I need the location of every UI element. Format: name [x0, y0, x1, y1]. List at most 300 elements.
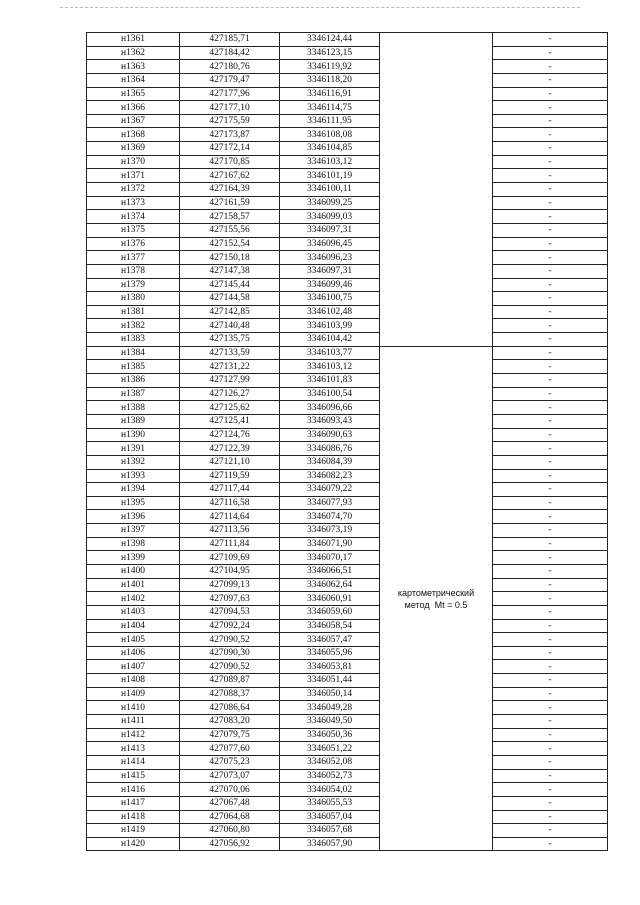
- description-cell: -: [493, 483, 608, 497]
- table-row: [87, 401, 608, 415]
- point-number-cell: н1372: [87, 183, 180, 197]
- x-coordinate-cell: 427090,52: [180, 633, 280, 647]
- x-coordinate-cell: 427150,18: [180, 251, 280, 265]
- y-coordinate-cell: 3346103,77: [280, 346, 380, 360]
- x-coordinate-cell: 427135,75: [180, 333, 280, 347]
- description-cell: -: [493, 128, 608, 142]
- description-cell: -: [493, 387, 608, 401]
- description-cell: -: [493, 346, 608, 360]
- description-cell: -: [493, 60, 608, 74]
- x-coordinate-cell: 427125,41: [180, 414, 280, 428]
- table-row: [87, 128, 608, 142]
- description-cell: -: [493, 755, 608, 769]
- table-row: [87, 551, 608, 565]
- table-row: [87, 496, 608, 510]
- y-coordinate-cell: 3346100,54: [280, 387, 380, 401]
- y-coordinate-cell: 3346050,14: [280, 687, 380, 701]
- table-row: [87, 755, 608, 769]
- coordinates-table: [86, 32, 608, 851]
- description-cell: -: [493, 578, 608, 592]
- x-coordinate-cell: 427164,39: [180, 183, 280, 197]
- table-row: [87, 715, 608, 729]
- table-row: [87, 469, 608, 483]
- table-row: [87, 114, 608, 128]
- point-number-cell: н1393: [87, 469, 180, 483]
- table-row: [87, 742, 608, 756]
- method-name-text: картометрический: [397, 587, 475, 598]
- y-coordinate-cell: 3346111,95: [280, 114, 380, 128]
- table-row: [87, 783, 608, 797]
- x-coordinate-cell: 427167,62: [180, 169, 280, 183]
- y-coordinate-cell: 3346100,75: [280, 292, 380, 306]
- x-coordinate-cell: 427131,22: [180, 360, 280, 374]
- x-coordinate-cell: 427147,38: [180, 264, 280, 278]
- x-coordinate-cell: 427083,20: [180, 715, 280, 729]
- x-coordinate-cell: 427067,48: [180, 796, 280, 810]
- description-cell: -: [493, 469, 608, 483]
- y-coordinate-cell: 3346052,73: [280, 769, 380, 783]
- x-coordinate-cell: 427124,76: [180, 428, 280, 442]
- y-coordinate-cell: 3346096,45: [280, 237, 380, 251]
- description-cell: -: [493, 87, 608, 101]
- table-row: [87, 510, 608, 524]
- y-coordinate-cell: 3346090,63: [280, 428, 380, 442]
- description-cell: -: [493, 292, 608, 306]
- description-cell: -: [493, 605, 608, 619]
- description-cell: -: [493, 169, 608, 183]
- x-coordinate-cell: 427179,47: [180, 73, 280, 87]
- table-row: [87, 728, 608, 742]
- point-number-cell: н1410: [87, 701, 180, 715]
- description-cell: -: [493, 674, 608, 688]
- description-cell: -: [493, 73, 608, 87]
- point-number-cell: н1364: [87, 73, 180, 87]
- table-row: [87, 46, 608, 60]
- x-coordinate-cell: 427119,59: [180, 469, 280, 483]
- x-coordinate-cell: 427125,62: [180, 401, 280, 415]
- x-coordinate-cell: 427180,76: [180, 60, 280, 74]
- description-cell: -: [493, 796, 608, 810]
- point-number-cell: н1415: [87, 769, 180, 783]
- x-coordinate-cell: 427155,56: [180, 223, 280, 237]
- table-row: [87, 796, 608, 810]
- x-coordinate-cell: 427089,87: [180, 674, 280, 688]
- table-row: [87, 264, 608, 278]
- table-row: [87, 142, 608, 156]
- y-coordinate-cell: 3346096,23: [280, 251, 380, 265]
- x-coordinate-cell: 427184,42: [180, 46, 280, 60]
- y-coordinate-cell: 3346053,81: [280, 660, 380, 674]
- point-number-cell: н1414: [87, 755, 180, 769]
- y-coordinate-cell: 3346099,03: [280, 210, 380, 224]
- point-number-cell: н1420: [87, 837, 180, 851]
- x-coordinate-cell: 427090,30: [180, 646, 280, 660]
- y-coordinate-cell: 3346097,31: [280, 223, 380, 237]
- y-coordinate-cell: 3346055,53: [280, 796, 380, 810]
- point-number-cell: н1371: [87, 169, 180, 183]
- x-coordinate-cell: 427056,92: [180, 837, 280, 851]
- description-cell: -: [493, 496, 608, 510]
- method-accuracy-text: метод Mt = 0.5: [404, 599, 468, 610]
- table-row: [87, 360, 608, 374]
- point-number-cell: н1375: [87, 223, 180, 237]
- description-cell: -: [493, 183, 608, 197]
- point-number-cell: н1389: [87, 414, 180, 428]
- description-cell: -: [493, 551, 608, 565]
- x-coordinate-cell: 427177,10: [180, 101, 280, 115]
- description-cell: -: [493, 401, 608, 415]
- table-row: [87, 605, 608, 619]
- table-row: [87, 619, 608, 633]
- description-cell: -: [493, 564, 608, 578]
- point-number-cell: н1401: [87, 578, 180, 592]
- x-coordinate-cell: 427145,44: [180, 278, 280, 292]
- x-coordinate-cell: 427099,13: [180, 578, 280, 592]
- description-cell: -: [493, 251, 608, 265]
- y-coordinate-cell: 3346118,20: [280, 73, 380, 87]
- description-cell: -: [493, 510, 608, 524]
- description-cell: -: [493, 687, 608, 701]
- x-coordinate-cell: 427109,69: [180, 551, 280, 565]
- description-cell: -: [493, 142, 608, 156]
- point-number-cell: н1365: [87, 87, 180, 101]
- description-cell: -: [493, 742, 608, 756]
- x-coordinate-cell: 427172,14: [180, 142, 280, 156]
- point-number-cell: н1406: [87, 646, 180, 660]
- table-row: [87, 319, 608, 333]
- point-number-cell: н1380: [87, 292, 180, 306]
- x-coordinate-cell: 427079,75: [180, 728, 280, 742]
- description-cell: -: [493, 210, 608, 224]
- y-coordinate-cell: 3346108,08: [280, 128, 380, 142]
- method-cell-upper: [380, 33, 493, 347]
- x-coordinate-cell: 427088,37: [180, 687, 280, 701]
- table-row: [87, 278, 608, 292]
- y-coordinate-cell: 3346103,12: [280, 155, 380, 169]
- point-number-cell: н1416: [87, 783, 180, 797]
- point-number-cell: н1391: [87, 442, 180, 456]
- point-number-cell: н1407: [87, 660, 180, 674]
- x-coordinate-cell: 427185,71: [180, 33, 280, 47]
- point-number-cell: н1403: [87, 605, 180, 619]
- description-cell: -: [493, 46, 608, 60]
- description-cell: -: [493, 537, 608, 551]
- description-cell: -: [493, 360, 608, 374]
- table-row: [87, 251, 608, 265]
- x-coordinate-cell: 427173,87: [180, 128, 280, 142]
- y-coordinate-cell: 3346102,48: [280, 305, 380, 319]
- point-number-cell: н1378: [87, 264, 180, 278]
- table-row: [87, 592, 608, 606]
- table-row: [87, 155, 608, 169]
- description-cell: -: [493, 155, 608, 169]
- point-number-cell: н1381: [87, 305, 180, 319]
- y-coordinate-cell: 3346073,19: [280, 524, 380, 538]
- x-coordinate-cell: 427126,27: [180, 387, 280, 401]
- description-cell: -: [493, 428, 608, 442]
- table-row: [87, 660, 608, 674]
- table-row: [87, 210, 608, 224]
- table-row: [87, 305, 608, 319]
- description-cell: -: [493, 824, 608, 838]
- y-coordinate-cell: 3346057,47: [280, 633, 380, 647]
- y-coordinate-cell: 3346057,68: [280, 824, 380, 838]
- table-row: [87, 87, 608, 101]
- x-coordinate-cell: 427122,39: [180, 442, 280, 456]
- description-cell: -: [493, 715, 608, 729]
- y-coordinate-cell: 3346116,91: [280, 87, 380, 101]
- description-cell: -: [493, 524, 608, 538]
- table-row: [87, 60, 608, 74]
- table-row: [87, 578, 608, 592]
- y-coordinate-cell: 3346055,96: [280, 646, 380, 660]
- x-coordinate-cell: 427097,63: [180, 592, 280, 606]
- point-number-cell: н1361: [87, 33, 180, 47]
- x-coordinate-cell: 427161,59: [180, 196, 280, 210]
- x-coordinate-cell: 427086,64: [180, 701, 280, 715]
- table-row: [87, 674, 608, 688]
- x-coordinate-cell: 427090,52: [180, 660, 280, 674]
- y-coordinate-cell: 3346104,85: [280, 142, 380, 156]
- point-number-cell: н1392: [87, 455, 180, 469]
- table-row: [87, 646, 608, 660]
- point-number-cell: н1382: [87, 319, 180, 333]
- y-coordinate-cell: 3346123,15: [280, 46, 380, 60]
- point-number-cell: н1373: [87, 196, 180, 210]
- point-number-cell: н1397: [87, 524, 180, 538]
- y-coordinate-cell: 3346070,17: [280, 551, 380, 565]
- table-row: [87, 169, 608, 183]
- table-row: [87, 428, 608, 442]
- table-row: [87, 346, 608, 360]
- point-number-cell: н1408: [87, 674, 180, 688]
- y-coordinate-cell: 3346074,70: [280, 510, 380, 524]
- table-row: [87, 101, 608, 115]
- x-coordinate-cell: 427121,10: [180, 455, 280, 469]
- x-coordinate-cell: 427170,85: [180, 155, 280, 169]
- y-coordinate-cell: 3346059,60: [280, 605, 380, 619]
- description-cell: -: [493, 114, 608, 128]
- y-coordinate-cell: 3346057,04: [280, 810, 380, 824]
- description-cell: -: [493, 769, 608, 783]
- description-cell: -: [493, 660, 608, 674]
- point-number-cell: н1369: [87, 142, 180, 156]
- point-number-cell: н1374: [87, 210, 180, 224]
- description-cell: -: [493, 333, 608, 347]
- description-cell: -: [493, 633, 608, 647]
- x-coordinate-cell: 427077,60: [180, 742, 280, 756]
- y-coordinate-cell: 3346062,64: [280, 578, 380, 592]
- point-number-cell: н1395: [87, 496, 180, 510]
- y-coordinate-cell: 3346071,90: [280, 537, 380, 551]
- x-coordinate-cell: 427144,58: [180, 292, 280, 306]
- point-number-cell: н1402: [87, 592, 180, 606]
- point-number-cell: н1405: [87, 633, 180, 647]
- x-coordinate-cell: 427114,64: [180, 510, 280, 524]
- description-cell: -: [493, 237, 608, 251]
- table-row: [87, 292, 608, 306]
- x-coordinate-cell: 427070,06: [180, 783, 280, 797]
- description-cell: -: [493, 196, 608, 210]
- table-row: [87, 687, 608, 701]
- table-row: [87, 701, 608, 715]
- y-coordinate-cell: 3346119,92: [280, 60, 380, 74]
- y-coordinate-cell: 3346057,90: [280, 837, 380, 851]
- x-coordinate-cell: 427060,80: [180, 824, 280, 838]
- x-coordinate-cell: 427064,68: [180, 810, 280, 824]
- description-cell: -: [493, 455, 608, 469]
- point-number-cell: н1388: [87, 401, 180, 415]
- y-coordinate-cell: 3346093,43: [280, 414, 380, 428]
- y-coordinate-cell: 3346099,25: [280, 196, 380, 210]
- point-number-cell: н1412: [87, 728, 180, 742]
- y-coordinate-cell: 3346049,50: [280, 715, 380, 729]
- point-number-cell: н1366: [87, 101, 180, 115]
- table-row: [87, 374, 608, 388]
- point-number-cell: н1400: [87, 564, 180, 578]
- description-cell: -: [493, 33, 608, 47]
- point-number-cell: н1368: [87, 128, 180, 142]
- y-coordinate-cell: 3346049,28: [280, 701, 380, 715]
- description-cell: -: [493, 223, 608, 237]
- method-cell: [380, 346, 493, 851]
- table-row: [87, 810, 608, 824]
- y-coordinate-cell: 3346084,39: [280, 455, 380, 469]
- y-coordinate-cell: 3346077,93: [280, 496, 380, 510]
- y-coordinate-cell: 3346086,76: [280, 442, 380, 456]
- point-number-cell: н1387: [87, 387, 180, 401]
- x-coordinate-cell: 427152,54: [180, 237, 280, 251]
- table-row: [87, 824, 608, 838]
- description-cell: -: [493, 701, 608, 715]
- point-number-cell: н1390: [87, 428, 180, 442]
- point-number-cell: н1417: [87, 796, 180, 810]
- table-row: [87, 73, 608, 87]
- y-coordinate-cell: 3346051,44: [280, 674, 380, 688]
- point-number-cell: н1367: [87, 114, 180, 128]
- y-coordinate-cell: 3346104,42: [280, 333, 380, 347]
- x-coordinate-cell: 427073,07: [180, 769, 280, 783]
- table-row: [87, 633, 608, 647]
- point-number-cell: н1383: [87, 333, 180, 347]
- x-coordinate-cell: 427175,59: [180, 114, 280, 128]
- point-number-cell: н1413: [87, 742, 180, 756]
- y-coordinate-cell: 3346096,66: [280, 401, 380, 415]
- y-coordinate-cell: 3346079,22: [280, 483, 380, 497]
- description-cell: -: [493, 101, 608, 115]
- x-coordinate-cell: 427113,56: [180, 524, 280, 538]
- x-coordinate-cell: 427177,96: [180, 87, 280, 101]
- table-row: [87, 183, 608, 197]
- y-coordinate-cell: 3346054,02: [280, 783, 380, 797]
- point-number-cell: н1409: [87, 687, 180, 701]
- point-number-cell: н1384: [87, 346, 180, 360]
- x-coordinate-cell: 427140,48: [180, 319, 280, 333]
- table-row: [87, 537, 608, 551]
- y-coordinate-cell: 3346114,75: [280, 101, 380, 115]
- y-coordinate-cell: 3346050,36: [280, 728, 380, 742]
- y-coordinate-cell: 3346058,54: [280, 619, 380, 633]
- description-cell: -: [493, 278, 608, 292]
- table-row: [87, 455, 608, 469]
- y-coordinate-cell: 3346103,99: [280, 319, 380, 333]
- table-row: [87, 237, 608, 251]
- table-row: [87, 223, 608, 237]
- x-coordinate-cell: 427094,53: [180, 605, 280, 619]
- description-cell: -: [493, 374, 608, 388]
- x-coordinate-cell: 427158,57: [180, 210, 280, 224]
- point-number-cell: н1370: [87, 155, 180, 169]
- point-number-cell: н1379: [87, 278, 180, 292]
- description-cell: -: [493, 646, 608, 660]
- description-cell: -: [493, 319, 608, 333]
- point-number-cell: н1394: [87, 483, 180, 497]
- point-number-cell: н1362: [87, 46, 180, 60]
- x-coordinate-cell: 427092,24: [180, 619, 280, 633]
- point-number-cell: н1376: [87, 237, 180, 251]
- table-row: [87, 196, 608, 210]
- point-number-cell: н1418: [87, 810, 180, 824]
- y-coordinate-cell: 3346097,31: [280, 264, 380, 278]
- point-number-cell: н1363: [87, 60, 180, 74]
- point-number-cell: н1386: [87, 374, 180, 388]
- description-cell: -: [493, 442, 608, 456]
- coordinates-table-body: [87, 33, 608, 851]
- description-cell: -: [493, 783, 608, 797]
- table-row: [87, 414, 608, 428]
- y-coordinate-cell: 3346099,46: [280, 278, 380, 292]
- point-number-cell: н1411: [87, 715, 180, 729]
- table-row: [87, 387, 608, 401]
- description-cell: -: [493, 305, 608, 319]
- table-row: [87, 837, 608, 851]
- x-coordinate-cell: 427111,84: [180, 537, 280, 551]
- scan-top-artifact-line: [60, 7, 580, 9]
- table-row: [87, 769, 608, 783]
- x-coordinate-cell: 427127,99: [180, 374, 280, 388]
- point-number-cell: н1377: [87, 251, 180, 265]
- y-coordinate-cell: 3346124,44: [280, 33, 380, 47]
- point-number-cell: н1396: [87, 510, 180, 524]
- x-coordinate-cell: 427075,23: [180, 755, 280, 769]
- table-row: [87, 33, 608, 47]
- y-coordinate-cell: 3346103,12: [280, 360, 380, 374]
- description-cell: -: [493, 837, 608, 851]
- point-number-cell: н1398: [87, 537, 180, 551]
- x-coordinate-cell: 427142,85: [180, 305, 280, 319]
- y-coordinate-cell: 3346100,11: [280, 183, 380, 197]
- description-cell: -: [493, 414, 608, 428]
- table-row: [87, 442, 608, 456]
- y-coordinate-cell: 3346051,22: [280, 742, 380, 756]
- table-row: [87, 524, 608, 538]
- point-number-cell: н1404: [87, 619, 180, 633]
- y-coordinate-cell: 3346082,23: [280, 469, 380, 483]
- x-coordinate-cell: 427116,58: [180, 496, 280, 510]
- y-coordinate-cell: 3346101,83: [280, 374, 380, 388]
- table-row: [87, 564, 608, 578]
- y-coordinate-cell: 3346052,08: [280, 755, 380, 769]
- x-coordinate-cell: 427133,59: [180, 346, 280, 360]
- description-cell: -: [493, 264, 608, 278]
- description-cell: -: [493, 592, 608, 606]
- table-row: [87, 333, 608, 347]
- point-number-cell: н1419: [87, 824, 180, 838]
- y-coordinate-cell: 3346060,91: [280, 592, 380, 606]
- description-cell: -: [493, 619, 608, 633]
- y-coordinate-cell: 3346101,19: [280, 169, 380, 183]
- point-number-cell: н1385: [87, 360, 180, 374]
